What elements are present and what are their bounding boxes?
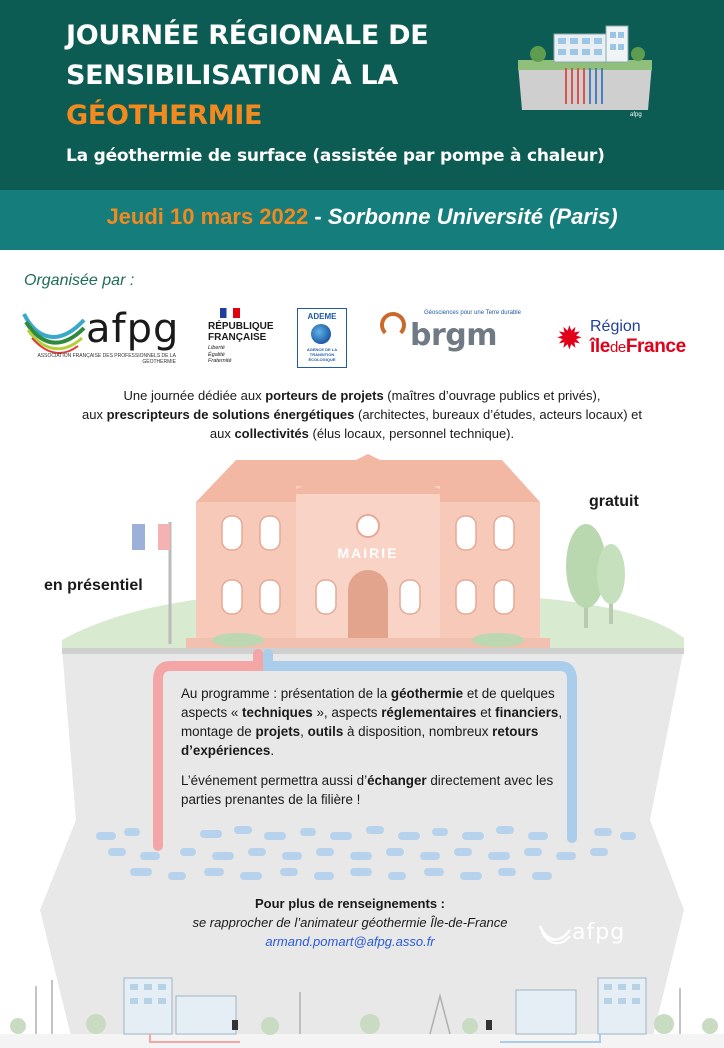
program-run: et de quelques aspects « [181, 686, 555, 720]
ademe-name: ADEME [307, 312, 337, 321]
rf-title: RÉPUBLIQUE FRANÇAISE [208, 321, 274, 343]
program-run: géothermie [390, 686, 464, 701]
title-accent: GÉOTHERMIE [66, 100, 263, 131]
contact-email-link[interactable]: armand.pomart@afpg.asso.fr [265, 934, 435, 949]
ademe-logo [297, 308, 347, 368]
region-idf-logo [556, 316, 708, 360]
contact-text: se rapprocher de l’animateur géothermie Île-de-France [192, 915, 508, 930]
geothermal-building-illustration [510, 20, 660, 122]
afpg-tagline: ASSOCIATION FRANÇAISE DES PROFESSIONNELS DE LA GÉOTHERMIE [37, 353, 176, 365]
brgm-mark-icon [380, 312, 406, 338]
event-dateline [0, 204, 724, 230]
event-date: Jeudi 10 mars 2022 [106, 204, 309, 229]
contact-title: Pour plus de renseignements : [255, 896, 445, 911]
program-run: projets [255, 724, 301, 739]
program-text [181, 684, 566, 809]
town-hall-building [186, 454, 550, 648]
program-run: retours d’expériences [181, 724, 539, 758]
star-icon: ✹ [556, 320, 583, 356]
svg-text:MAIRIE: MAIRIE [337, 545, 399, 561]
afpg-watermark-logo [538, 918, 628, 952]
afpg-wordmark: afpg [86, 306, 180, 352]
program-run: , montage de [181, 705, 563, 739]
event-separator: - [308, 204, 328, 229]
program-run: outils [307, 724, 344, 739]
free-tag: gratuit [589, 493, 639, 510]
idf-region: Région [590, 318, 641, 335]
program-run: à disposition, nombreux [343, 724, 493, 739]
intro-text: Une journée dédiée aux porteurs de projets (maîtres d’ouvrage publics et privés), aux prescripteurs de solutions énergétiques (architectes, bureaux d’études, acteurs locaux) et aux collectivités (élus locaux, personnel technique). [82, 388, 642, 441]
program-run: financiers [495, 705, 559, 720]
title-line-2: SENSIBILISATION À LA [66, 60, 398, 91]
svg-text:afpg: afpg [630, 112, 642, 118]
page-subtitle: La géothermie de surface (assistée par pompe à chaleur) [66, 146, 605, 166]
program-run: , [300, 724, 308, 739]
in-person-tag: en présentiel [44, 577, 143, 594]
program-paragraph-2: L’événement permettra aussi d’échanger directement avec les parties prenantes de la filière ! [181, 773, 554, 807]
brgm-logo [380, 310, 530, 360]
afpg-swoosh-icon [22, 308, 86, 358]
brgm-tagline: Géosciences pour une Terre durable [424, 310, 521, 316]
program-run: Au programme : présentation de la [181, 686, 391, 701]
marianne-flag-icon [220, 308, 240, 318]
ademe-tagline: AGENCE DE LA TRANSITION ÉCOLOGIQUE [306, 347, 338, 362]
brgm-wordmark: brgm [410, 318, 498, 353]
program-run: et [476, 705, 496, 720]
program-paragraph-1 [181, 684, 566, 760]
title-line-1: JOURNÉE RÉGIONALE DE [66, 20, 429, 51]
program-run: », aspects [312, 705, 382, 720]
afpg-logo [22, 306, 192, 364]
program-run: réglementaires [381, 705, 477, 720]
event-venue: Sorbonne Université (Paris) [327, 204, 618, 229]
rf-motto: Liberté Égalité Fraternité [208, 345, 232, 364]
page-title [66, 16, 536, 136]
globe-icon [311, 324, 331, 344]
idf-name: îledeFrance [590, 336, 686, 357]
republique-francaise-logo [206, 308, 284, 368]
afpg-watermark-text: afpg [572, 920, 626, 945]
program-run: techniques [242, 705, 313, 720]
organizers-label: Organisée par : [24, 272, 135, 289]
afpg-swoosh-icon [538, 922, 572, 950]
program-run: . [270, 743, 275, 758]
contact-block [150, 894, 550, 951]
